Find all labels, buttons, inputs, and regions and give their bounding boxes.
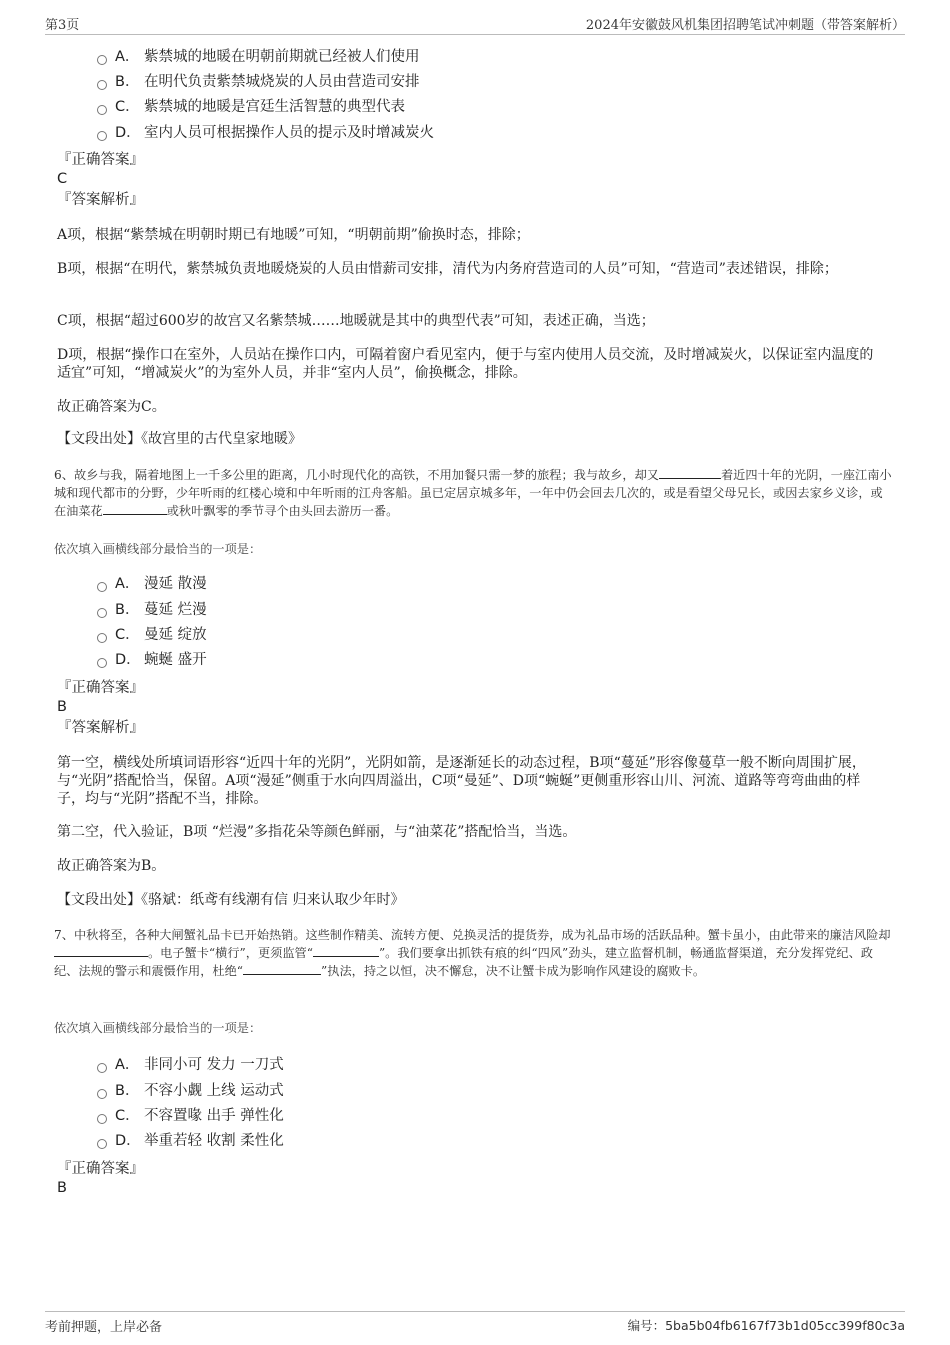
q7-stem: 7、中秋将至，各种大闸蟹礼品卡已开始热销。这些制作精美、流转方便、兑换灵活的提货券，成为礼品市场的活跃品种。蟹卡虽小，由此带来的廉洁风险却。电子蟹卡“横行”，更须监管“ ”。我们要拿出抓铁有痕的纠“四风”劲头，建立监督机制，畅通监督渠道，充分发挥党纪、政纪、法规的警示和震慑作用，杜绝“ ”执法，持之以恒，决不懈怠，决不让蟹卡成为影响作风建设的腐败卡。 [54,928,891,978]
q7-prompt: 依次填入画横线部分最恰当的一项是： [54,1021,262,1035]
radio-icon[interactable] [97,633,107,643]
blank-line [659,466,721,479]
radio-icon[interactable] [97,131,107,141]
q6-source: 【文段出处】《骆斌：纸鸢有线潮有信 归来认取少年时》 [57,892,405,908]
radio-icon[interactable] [97,608,107,618]
blank-line [54,944,148,957]
blank-line [313,944,379,957]
q7-answer: B [57,1180,67,1196]
document-code: 编号：5ba5b04fb6167f73b1d05cc399f80c3a [627,1318,905,1333]
q6-conclusion: 故正确答案为B。 [57,858,166,874]
q6-answer-label: 『正确答案』 [57,680,144,696]
q5-analysis-a: A项，根据“紫禁城在明朝时期已有地暖”可知，“明朝前期”偷换时态，排除； [57,227,530,243]
q5-analysis-d: D项，根据“操作口在室外，人员站在操作口内，可隔着窗户看见室内，便于与室内使用人员交流，及时增减炭火，以保证室内温度的适宜”可知，“增减炭火”的为室外人员，并非“室内人员”，偷换概念，排除。 [57,347,874,381]
radio-icon[interactable] [97,1063,107,1073]
q5-analysis-label: 『答案解析』 [57,192,144,208]
q5-answer-label: 『正确答案』 [57,152,144,168]
radio-icon[interactable] [97,55,107,65]
q6-answer: B [57,699,67,715]
q6-analysis-label: 『答案解析』 [57,720,144,736]
radio-icon[interactable] [97,658,107,668]
q6-analysis-first: 第一空，横线处所填词语形容“近四十年的光阴”，光阴如箭，是逐渐延长的动态过程，B项“蔓延”形容像蔓草一般不断向周围扩展，与“光阴”搭配恰当，保留。A项“漫延”侧重于水向四周溢出，C项“曼延”、D项“蜿蜒”更侧重形容山川、河流、道路等弯弯曲曲的样子，均与“光阴”搭配不当，排除。 [57,755,866,807]
radio-icon[interactable] [97,105,107,115]
q7-answer-label: 『正确答案』 [57,1161,144,1177]
radio-icon[interactable] [97,1114,107,1124]
q5-analysis-b: B项，根据“在明代，紫禁城负责地暖烧炭的人员由惜薪司安排，清代为内务府营造司的人员”可知，“营造司”表述错误，排除； [57,261,838,277]
q5-answer: C [57,171,68,187]
q6-prompt: 依次填入画横线部分最恰当的一项是： [54,542,262,556]
q5-source: 【文段出处】《故宫里的古代皇家地暖》 [57,431,302,447]
page-number: 第3页 [45,18,80,33]
blank-line [103,502,167,515]
q6-stem: 6、故乡与我，隔着地图上一千多公里的距离，几小时现代化的高铁，不用加餐只需一梦的旅程；我与故乡，却又 着近四十年的光阴，一座江南小城和现代都市的分野，少年听雨的红楼心境和中年听雨的江舟客船。虽已定居京城多年，一年中仍会回去几次的，或是看望父母兄长，或因去家乡义诊，或在油菜花 或秋叶飘零的季节寻个由头回去游历一番。 [54,468,892,518]
radio-icon[interactable] [97,1089,107,1099]
document-title: 2024年安徽鼓风机集团招聘笔试冲刺题（带答案解析） [585,18,905,33]
footer-slogan: 考前押题，上岸必备 [45,1320,163,1335]
radio-icon[interactable] [97,80,107,90]
blank-line [243,962,321,975]
page-footer [45,1311,905,1337]
radio-icon[interactable] [97,582,107,592]
page-header [45,14,905,35]
radio-icon[interactable] [97,1139,107,1149]
q5-conclusion: 故正确答案为C。 [57,399,166,415]
q5-analysis-c: C项，根据“超过600岁的故宫又名紫禁城……地暖就是其中的典型代表”可知，表述正确，当选； [57,313,655,329]
q6-analysis-second: 第二空，代入验证，B项 “烂漫”多指花朵等颜色鲜丽，与“油菜花”搭配恰当，当选。 [57,824,577,840]
